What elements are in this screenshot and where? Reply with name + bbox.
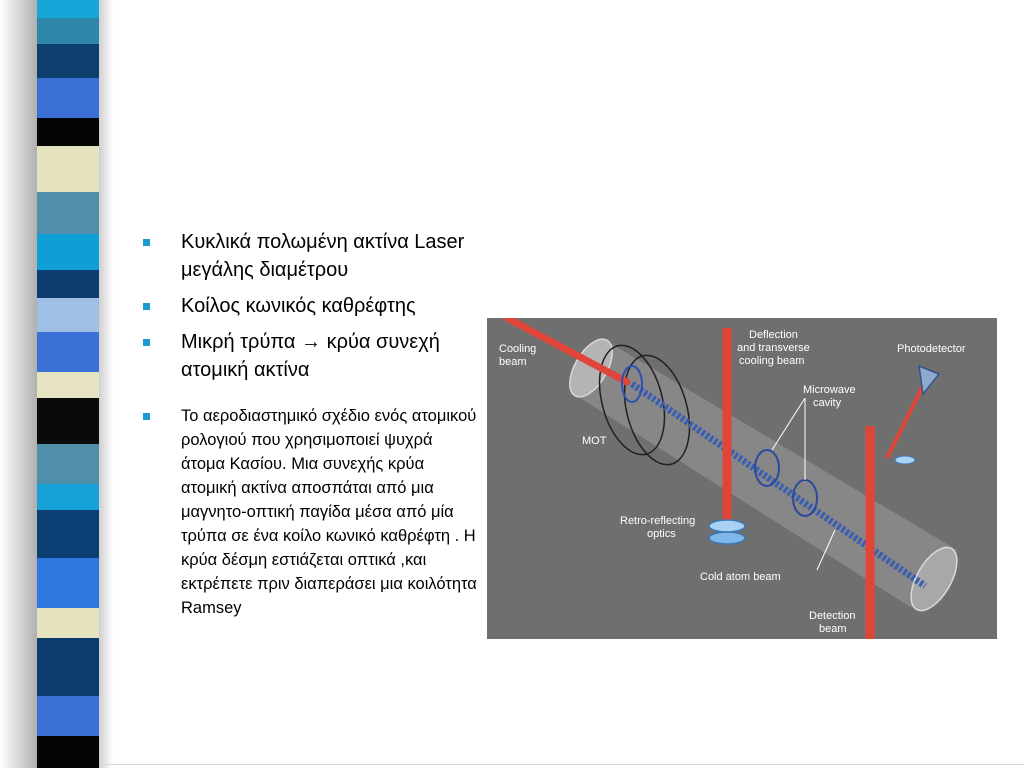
strip-block <box>37 398 99 444</box>
strip-block <box>37 332 99 372</box>
bullet-text: Κυκλικά πολωμένη ακτίνα Laser μεγάλης διαμέτρου <box>181 231 465 281</box>
strip-block <box>37 372 99 398</box>
photodetector-label: Photodetector <box>897 343 966 355</box>
strip-block <box>37 146 99 192</box>
description-item <box>143 404 478 620</box>
strip-block <box>37 558 99 608</box>
bullet-item <box>143 292 478 320</box>
description-list <box>143 404 478 620</box>
bullet-item <box>143 228 478 284</box>
photodetector-beam <box>887 378 927 458</box>
microwave-label: Microwave <box>803 384 856 396</box>
slide-text <box>143 228 478 620</box>
square-bullet-icon <box>143 413 150 420</box>
mot-label: MOT <box>582 435 607 447</box>
strip-block <box>37 78 99 118</box>
bullet-text: Μικρή τρύπα → κρύα συνεχή ατομική ακτίνα <box>181 331 440 381</box>
retro-optics-label: optics <box>647 528 676 540</box>
strip-block <box>37 192 99 234</box>
deflection-label: and transverse <box>737 342 810 354</box>
strip-block <box>37 118 99 146</box>
bottom-divider <box>100 764 1024 765</box>
cold-atom-beam-label: Cold atom beam <box>700 571 781 583</box>
strip-block <box>37 18 99 44</box>
bullet-text: Κοίλος κωνικός καθρέφτης <box>181 295 416 317</box>
diagram-svg <box>487 318 997 639</box>
square-bullet-icon <box>143 303 150 310</box>
detection-beam-label: Detection <box>809 610 856 622</box>
retro-optics-label: Retro-reflecting <box>620 515 696 527</box>
detection-beam-label: beam <box>819 623 847 635</box>
label-arrow <box>772 398 805 450</box>
atomic-clock-diagram <box>487 318 997 639</box>
square-bullet-icon <box>143 339 150 346</box>
deflection-label: Deflection <box>749 329 798 341</box>
cooling-beam-label: beam <box>499 356 527 368</box>
strip-block <box>37 444 99 484</box>
description-text: Το αεροδιαστημικό σχέδιο ενός ατομικού ρολογιού που χρησιμοποιεί ψυχρά άτομα Κασίου. Μια συνεχής κρύα ατομική ακτίνα αποσπάται από μια μαγνητο-οπτική παγίδα μέσα από μία τρύπα σε ένα κοίλο κωνικό καθρέφτη . Η κρύα δέσμη εστιάζεται οπτικά ,και εκτρέπετε πριν διαπεράσει μια κοιλότητα Ramsey <box>181 407 477 617</box>
strip-block <box>37 0 99 18</box>
strip-block <box>37 608 99 638</box>
retro-optics-disc <box>709 532 745 544</box>
strip-block <box>37 298 99 332</box>
strip-block <box>37 696 99 736</box>
strip-block <box>37 234 99 270</box>
decorative-color-strip <box>37 0 99 768</box>
deflection-label: cooling beam <box>739 355 805 367</box>
photodetector-lens <box>895 456 915 464</box>
square-bullet-icon <box>143 239 150 246</box>
strip-block <box>37 638 99 696</box>
strip-block <box>37 484 99 510</box>
bullet-item <box>143 328 478 384</box>
photodetector-icon <box>919 366 939 394</box>
strip-block <box>37 736 99 768</box>
retro-optics-disc <box>709 520 745 532</box>
strip-shade <box>99 0 113 768</box>
cooling-beam-label: Cooling <box>499 343 537 355</box>
strip-block <box>37 44 99 78</box>
strip-block <box>37 270 99 298</box>
bullet-list <box>143 228 478 384</box>
microwave-label: cavity <box>813 397 842 409</box>
left-shadow <box>0 0 40 768</box>
strip-block <box>37 510 99 558</box>
